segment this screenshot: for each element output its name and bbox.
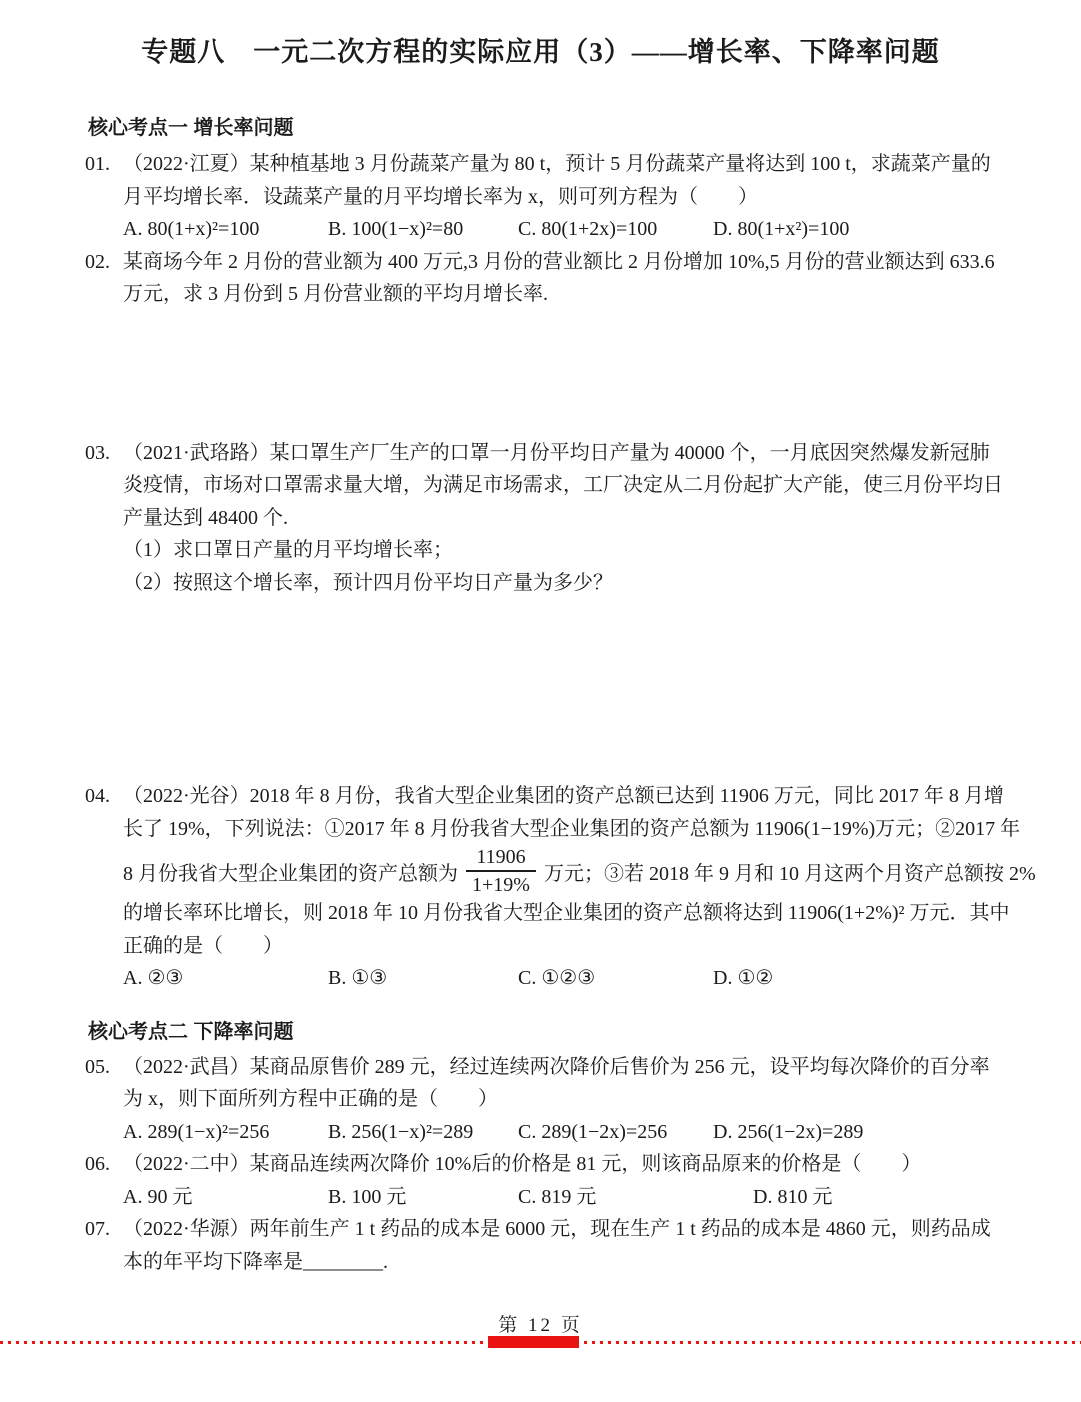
problem-06-line-1 [85, 1148, 1041, 1181]
problem-05-text: （2022·武昌）某商品原售价 289 元，经过连续两次降价后售价为 256 元，设平均每次降价的百分率 [123, 1055, 990, 1078]
problem-04-number: 04. [85, 785, 110, 807]
problem-05-number: 05. [85, 1055, 110, 1078]
problem-05-options [85, 1116, 1041, 1149]
problem-06-text: （2022·二中）某商品连续两次降价 10%后的价格是 81 元，则该商品原来的价格是（ ） [123, 1153, 922, 1175]
problem-05 [85, 1051, 1041, 1149]
page-title: 专题八 一元二次方程的实际应用（3）——增长率、下降率问题 [141, 37, 940, 67]
problem-04 [85, 780, 1041, 995]
problem-03-text: （2021·武珞路）某口罩生产厂生产的口罩一月份平均日产量为 40000 个，一月底因突然爆发新冠肺 [123, 441, 990, 464]
problem-01-option-d: D. 80(1+x²)=100 [713, 218, 850, 240]
problems-list [85, 148, 1041, 995]
problem-01-option-b: B. 100(1−x)²=80 [328, 218, 464, 240]
problem-06 [85, 1148, 1041, 1213]
problem-05-line-1 [85, 1051, 1041, 1084]
fraction [466, 846, 536, 897]
problem-02-line-2: 万元，求 3 月份到 5 月份营业额的平均月增长率. [123, 283, 548, 305]
problem-01-line-1 [85, 148, 1041, 181]
problem-06-options [85, 1181, 1041, 1214]
problem-06-option-c: C. 819 元 [518, 1185, 597, 1208]
problem-07 [85, 1213, 1041, 1278]
problem-04-line-4: 的增长率环比增长，则 2018 年 10 月份我省大型企业集团的资产总额将达到 11906(1+2%)² 万元．其中 [123, 902, 1010, 924]
problem-04-options [85, 962, 1041, 995]
problem-01-options [85, 213, 1041, 246]
fraction-denominator: 1+19% [472, 874, 530, 896]
problem-01-text: （2022·江夏）某种植基地 3 月份蔬菜产量为 80 t，预计 5 月份蔬菜产量将达到 100 t，求蔬菜产量的 [123, 153, 991, 175]
problem-02-line-1 [85, 246, 1041, 279]
problem-04-option-c: C. ①②③ [518, 967, 596, 989]
problem-03-line-2: 炎疫情，市场对口罩需求量大增，为满足市场需求，工厂决定从二月份起扩大产能，使三月份平均日 [123, 474, 1003, 496]
problems-list-2 [85, 1051, 1041, 1279]
problem-03-line-1 [85, 437, 1041, 470]
problem-04-line-1 [85, 780, 1041, 813]
problem-02-number: 02. [85, 250, 110, 273]
problem-01-line-2: 月平均增长率．设蔬菜产量的月平均增长率为 x，则可列方程为（ ） [123, 185, 758, 208]
problem-05-option-c: C. 289(1−2x)=256 [518, 1120, 668, 1143]
problem-01 [85, 148, 1041, 246]
problem-04-line-3 [85, 845, 1041, 897]
problem-02 [85, 246, 1041, 311]
problem-03-subpart-1: （1）求口罩日产量的月平均增长率； [123, 539, 453, 561]
problem-05-option-d: D. 256(1−2x)=289 [713, 1120, 864, 1143]
footer-red-highlight-bar [488, 1336, 579, 1348]
problem-04-text: （2022·光谷）2018 年 8 月份，我省大型企业集团的资产总额已达到 11906 万元，同比 2017 年 8 月增 [123, 785, 1004, 807]
problem-04-frac-pre-text: 8 月份我省大型企业集团的资产总额为 [123, 862, 458, 885]
problem-06-option-a: A. 90 元 [123, 1185, 193, 1208]
section-heading-growth-rate: 核心考点一 增长率问题 [88, 117, 294, 139]
problem-06-number: 06. [85, 1153, 110, 1175]
problem-03-subpart-2: （2）按照这个增长率，预计四月份平均日产量为多少？ [123, 571, 613, 594]
problem-04-option-a: A. ②③ [123, 967, 184, 989]
problem-06-option-d: D. 810 元 [753, 1185, 833, 1208]
problem-07-line-1 [85, 1213, 1041, 1246]
problem-01-option-c: C. 80(1+2x)=100 [518, 218, 658, 240]
problem-04-frac-post-text: 万元；③若 2018 年 9 月和 10 月这两个月资产总额按 2% [543, 862, 1036, 885]
problem-04-option-b: B. ①③ [328, 967, 388, 989]
problem-06-option-b: B. 100 元 [328, 1185, 407, 1208]
problem-02-text: 某商场今年 2 月份的营业额为 400 万元,3 月份的营业额比 2 月份增加 10%,5 月份的营业额达到 633.6 [123, 250, 995, 273]
problem-07-text: （2022·华源）两年前生产 1 t 药品的成本是 6000 元，现在生产 1 t 药品的成本是 4860 元，则药品成 [123, 1218, 991, 1240]
problem-05-option-b: B. 256(1−x)²=289 [328, 1120, 474, 1143]
problem-07-line-2: 本的年平均下降率是________. [123, 1250, 388, 1273]
fraction-numerator: 11906 [466, 846, 536, 872]
problem-01-option-a: A. 80(1+x)²=100 [123, 218, 260, 240]
problem-03-line-3: 产量达到 48400 个. [123, 506, 288, 529]
problem-07-number: 07. [85, 1218, 110, 1240]
section-heading-decrease-rate: 核心考点二 下降率问题 [88, 1020, 294, 1043]
problem-03-number: 03. [85, 441, 110, 464]
problem-04-line-2: 长了 19%，下列说法：①2017 年 8 月份我省大型企业集团的资产总额为 11906(1−19%)万元；②2017 年 [123, 817, 1021, 840]
page-number-label: 第 12 页 [498, 1315, 583, 1336]
problem-01-number: 01. [85, 153, 110, 175]
problem-05-line-2: 为 x，则下面所列方程中正确的是（ ） [123, 1088, 498, 1110]
problem-03 [85, 437, 1041, 600]
problem-04-line-5: 正确的是（ ） [123, 934, 283, 957]
problem-05-option-a: A. 289(1−x)²=256 [123, 1120, 270, 1143]
problem-04-option-d: D. ①② [713, 967, 774, 989]
